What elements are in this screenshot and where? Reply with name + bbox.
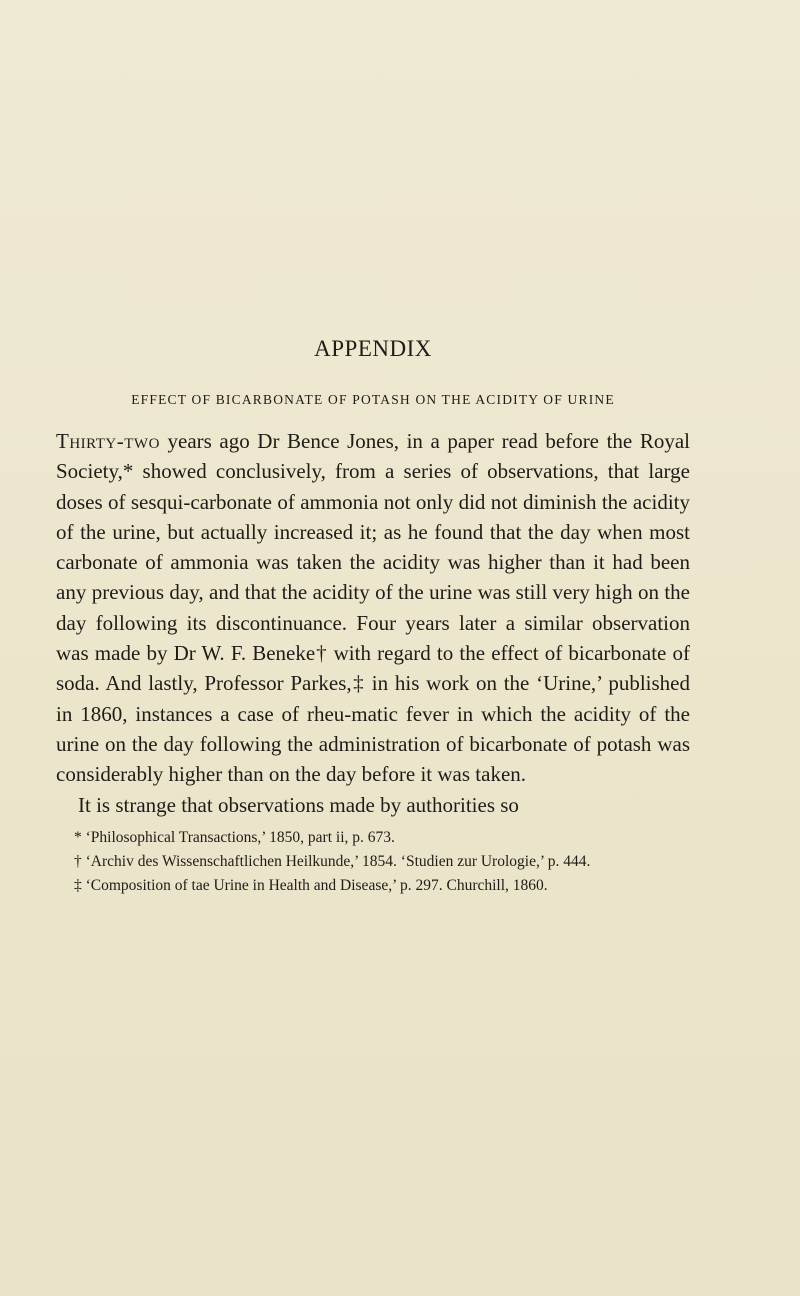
footnotes (56, 826, 690, 898)
footnote-1: * ‘Philosophical Transactions,’ 1850, part ii, p. 673. (74, 828, 395, 846)
body-text (56, 426, 690, 820)
paragraph-1-rest: years ago Dr Bence Jones, in a paper read before the Royal Society,* showed conclusively, from a series of observations, that large doses of sesqui-carbonate of ammonia not only did not diminish the acidity of the urine, but actually increased it; as he found that the day when most carbonate of ammonia was taken the acidity was higher than it had been any previous day, and that the acidity of the urine was still very high on the day following its discontinuance. Four years later a similar observation was made by Dr W. F. Beneke† with regard to the effect of bicarbonate of soda. And lastly, Professor Parkes,‡ in his work on the ‘Urine,’ published in 1860, instances a case of rheu-matic fever in which the acidity of the urine on the day following the administration of bicarbonate of potash was considerably higher than on the day before it was taken. (56, 429, 690, 787)
chapter-title: APPENDIX (314, 336, 432, 361)
footnote-3: ‡ ‘Composition of tae Urine in Health and Disease,’ p. 297. Churchill, 1860. (74, 876, 548, 894)
paragraph-2: It is strange that observations made by authorities so (78, 792, 519, 817)
section-title: EFFECT OF BICARBONATE OF POTASH ON THE ACIDITY OF URINE (131, 392, 615, 407)
paragraph-1-lead: Thirty-two (56, 429, 160, 453)
footnote-2: † ‘Archiv des Wissenschaftlichen Heilkunde,’ 1854. ‘Studien zur Urologie,’ p. 444. (74, 852, 591, 870)
paragraph-1 (56, 426, 690, 790)
page-content (56, 336, 690, 898)
